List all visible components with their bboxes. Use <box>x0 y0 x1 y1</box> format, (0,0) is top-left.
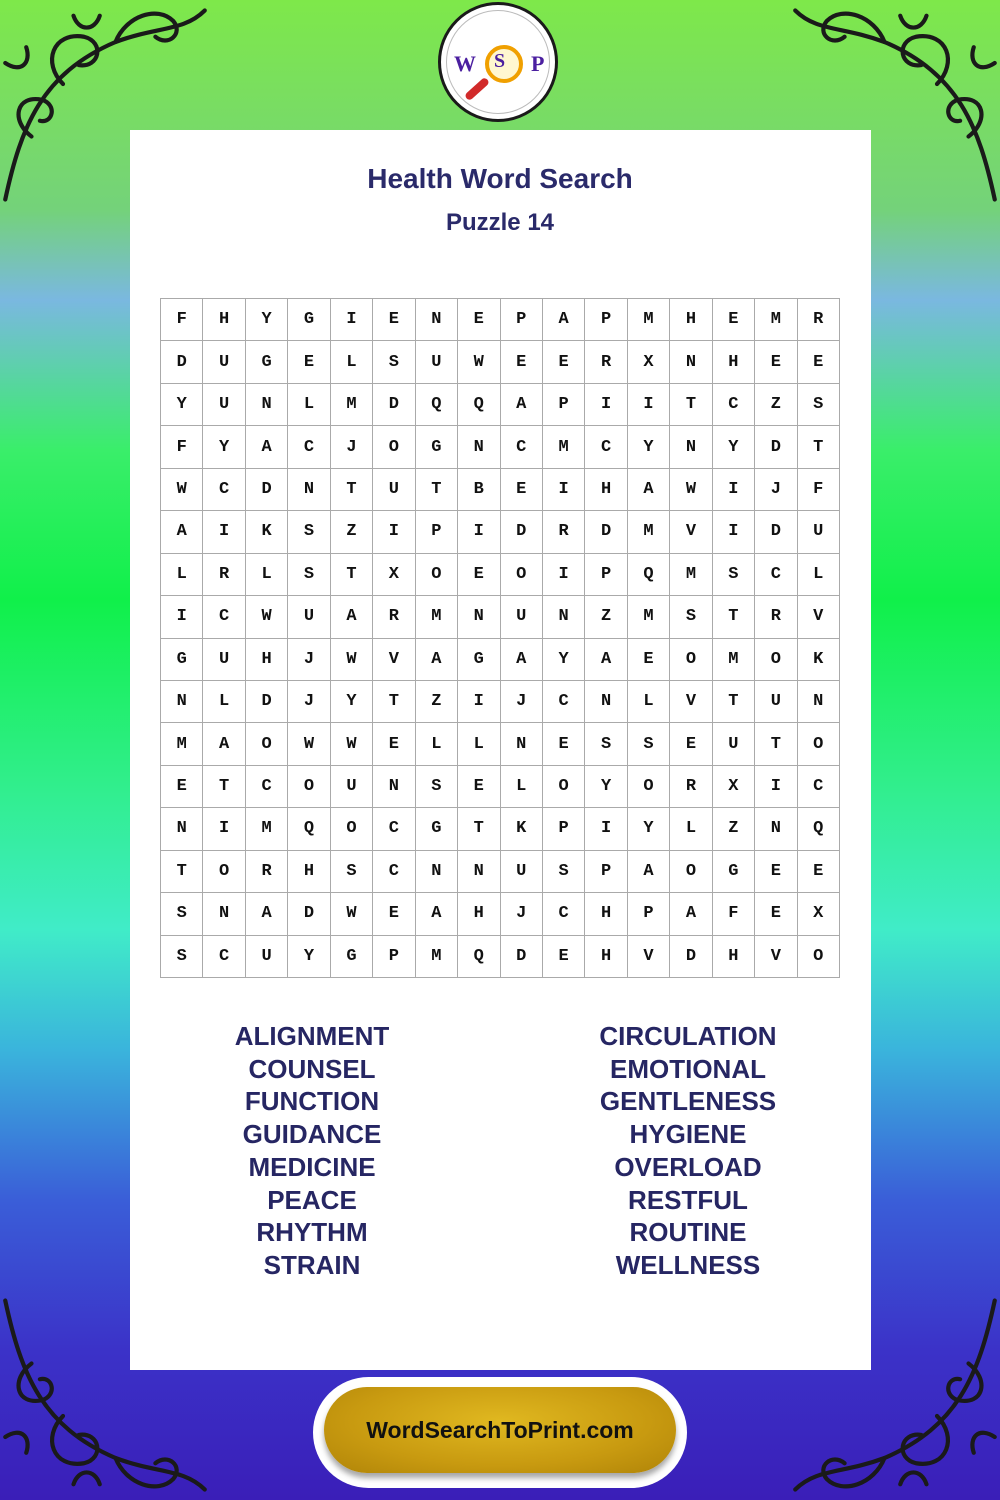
grid-cell: E <box>288 341 330 383</box>
grid-cell: V <box>670 511 712 553</box>
word-item: FUNCTION <box>244 1086 380 1117</box>
grid-cell: P <box>543 384 585 426</box>
grid-cell: J <box>501 681 543 723</box>
grid-cell: E <box>628 639 670 681</box>
grid-cell: Z <box>331 511 373 553</box>
grid-cell: R <box>246 851 288 893</box>
grid-cell: S <box>628 723 670 765</box>
grid-cell: Y <box>246 299 288 341</box>
grid-cell: U <box>246 936 288 978</box>
grid-cell: S <box>543 851 585 893</box>
grid-cell: Y <box>628 426 670 468</box>
grid-cell: T <box>416 469 458 511</box>
grid-cell: L <box>501 766 543 808</box>
grid-cell: Q <box>288 808 330 850</box>
grid-cell: S <box>288 511 330 553</box>
grid-cell: H <box>458 893 500 935</box>
grid-cell: I <box>203 808 245 850</box>
grid-cell: E <box>798 341 840 383</box>
grid-cell: N <box>288 469 330 511</box>
grid-cell: S <box>670 596 712 638</box>
grid-cell: E <box>501 341 543 383</box>
grid-cell: O <box>670 639 712 681</box>
grid-cell: G <box>161 639 203 681</box>
grid-cell: M <box>246 808 288 850</box>
grid-cell: S <box>288 554 330 596</box>
grid-cell: J <box>331 426 373 468</box>
grid-cell: I <box>161 596 203 638</box>
grid-cell: L <box>331 341 373 383</box>
grid-cell: R <box>798 299 840 341</box>
grid-cell: J <box>288 639 330 681</box>
grid-cell: L <box>458 723 500 765</box>
grid-cell: A <box>585 639 627 681</box>
grid-cell: P <box>585 851 627 893</box>
grid-cell: N <box>416 299 458 341</box>
grid-cell: V <box>798 596 840 638</box>
grid-cell: O <box>416 554 458 596</box>
grid-cell: E <box>458 766 500 808</box>
grid-cell: H <box>585 469 627 511</box>
grid-cell: C <box>203 596 245 638</box>
grid-cell: P <box>373 936 415 978</box>
grid-cell: S <box>161 893 203 935</box>
grid-cell: D <box>373 384 415 426</box>
grid-cell: H <box>713 341 755 383</box>
grid-cell: I <box>373 511 415 553</box>
grid-cell: N <box>670 341 712 383</box>
grid-cell: G <box>246 341 288 383</box>
grid-cell: L <box>161 554 203 596</box>
grid-cell: T <box>713 681 755 723</box>
grid-cell: T <box>713 596 755 638</box>
grid-cell: O <box>331 808 373 850</box>
grid-cell: M <box>416 596 458 638</box>
grid-cell: N <box>501 723 543 765</box>
site-link-button[interactable]: WordSearchToPrint.com <box>324 1387 676 1473</box>
grid-cell: A <box>543 299 585 341</box>
grid-cell: N <box>203 893 245 935</box>
grid-cell: C <box>755 554 797 596</box>
grid-cell: D <box>246 469 288 511</box>
grid-cell: H <box>585 936 627 978</box>
grid-cell: C <box>501 426 543 468</box>
grid-cell: X <box>373 554 415 596</box>
grid-cell: E <box>373 299 415 341</box>
grid-cell: K <box>501 808 543 850</box>
grid-cell: W <box>288 723 330 765</box>
grid-cell: H <box>585 893 627 935</box>
grid-cell: Z <box>713 808 755 850</box>
word-list-left <box>162 1020 462 1282</box>
word-item: ROUTINE <box>629 1217 747 1248</box>
grid-cell: H <box>246 639 288 681</box>
grid-cell: S <box>585 723 627 765</box>
grid-cell: O <box>798 723 840 765</box>
grid-cell: M <box>713 639 755 681</box>
grid-cell: A <box>628 469 670 511</box>
logo-letter-p: P <box>531 51 545 76</box>
grid-cell: I <box>585 808 627 850</box>
grid-cell: L <box>670 808 712 850</box>
site-logo[interactable] <box>438 2 558 122</box>
grid-cell: A <box>416 893 458 935</box>
grid-cell: H <box>288 851 330 893</box>
puzzle-number: Puzzle 14 <box>445 209 555 236</box>
grid-cell: W <box>458 341 500 383</box>
word-item: RHYTHM <box>256 1217 368 1248</box>
grid-cell: R <box>373 596 415 638</box>
grid-cell: Q <box>458 384 500 426</box>
grid-cell: I <box>458 681 500 723</box>
grid-cell: I <box>543 469 585 511</box>
grid-cell: E <box>543 341 585 383</box>
grid-cell: N <box>670 426 712 468</box>
grid-cell: P <box>585 554 627 596</box>
grid-cell: M <box>543 426 585 468</box>
grid-cell: L <box>203 681 245 723</box>
grid-cell: A <box>246 893 288 935</box>
grid-cell: M <box>161 723 203 765</box>
grid-cell: L <box>798 554 840 596</box>
word-item: RESTFUL <box>628 1184 748 1215</box>
grid-cell: E <box>670 723 712 765</box>
grid-cell: P <box>501 299 543 341</box>
grid-cell: T <box>331 554 373 596</box>
grid-cell: G <box>331 936 373 978</box>
grid-cell: K <box>798 639 840 681</box>
grid-cell: I <box>713 511 755 553</box>
grid-cell: E <box>755 341 797 383</box>
grid-cell: H <box>203 299 245 341</box>
grid-cell: J <box>501 893 543 935</box>
grid-cell: F <box>798 469 840 511</box>
grid-cell: R <box>585 341 627 383</box>
word-item: PEACE <box>267 1184 357 1215</box>
grid-cell: E <box>161 766 203 808</box>
grid-cell: J <box>288 681 330 723</box>
grid-cell: Z <box>585 596 627 638</box>
grid-cell: U <box>798 511 840 553</box>
grid-cell: N <box>543 596 585 638</box>
logo-letter-s: S <box>494 50 506 72</box>
grid-cell: N <box>246 384 288 426</box>
grid-cell: X <box>798 893 840 935</box>
grid-cell: C <box>203 469 245 511</box>
grid-cell: R <box>670 766 712 808</box>
grid-cell: R <box>755 596 797 638</box>
grid-cell: A <box>416 639 458 681</box>
grid-cell: D <box>501 936 543 978</box>
grid-cell: C <box>373 851 415 893</box>
grid-cell: T <box>161 851 203 893</box>
grid-cell: Y <box>331 681 373 723</box>
grid-cell: V <box>628 936 670 978</box>
grid-cell: E <box>798 851 840 893</box>
grid-cell: W <box>331 723 373 765</box>
grid-cell: Z <box>755 384 797 426</box>
word-item: GUIDANCE <box>242 1119 382 1150</box>
grid-cell: S <box>373 341 415 383</box>
grid-cell: S <box>798 384 840 426</box>
page-title: Health Word Search <box>367 163 633 194</box>
grid-cell: U <box>755 681 797 723</box>
grid-cell: X <box>713 766 755 808</box>
grid-cell: T <box>373 681 415 723</box>
grid-cell: Q <box>798 808 840 850</box>
grid-cell: O <box>543 766 585 808</box>
grid-cell: N <box>373 766 415 808</box>
grid-cell: D <box>501 511 543 553</box>
grid-cell: Y <box>713 426 755 468</box>
grid-cell: E <box>458 554 500 596</box>
grid-cell: O <box>755 639 797 681</box>
grid-cell: O <box>501 554 543 596</box>
word-item: OVERLOAD <box>614 1151 762 1182</box>
grid-cell: E <box>458 299 500 341</box>
grid-cell: N <box>458 596 500 638</box>
grid-cell: Y <box>203 426 245 468</box>
grid-cell: M <box>628 299 670 341</box>
grid-cell: I <box>755 766 797 808</box>
grid-cell: C <box>543 681 585 723</box>
grid-cell: O <box>373 426 415 468</box>
grid-cell: C <box>713 384 755 426</box>
grid-cell: D <box>161 341 203 383</box>
grid-cell: I <box>331 299 373 341</box>
word-item: WELLNESS <box>615 1249 761 1280</box>
grid-cell: D <box>755 511 797 553</box>
grid-cell: L <box>288 384 330 426</box>
grid-cell: Y <box>288 936 330 978</box>
grid-cell: L <box>246 554 288 596</box>
word-item: STRAIN <box>263 1249 361 1280</box>
grid-cell: D <box>670 936 712 978</box>
word-item: COUNSEL <box>248 1053 376 1084</box>
grid-cell: V <box>755 936 797 978</box>
grid-cell: A <box>501 639 543 681</box>
grid-cell: G <box>713 851 755 893</box>
grid-cell: U <box>203 639 245 681</box>
grid-cell: N <box>161 808 203 850</box>
grid-cell: N <box>458 426 500 468</box>
grid-cell: C <box>203 936 245 978</box>
grid-cell: N <box>585 681 627 723</box>
grid-cell: I <box>543 554 585 596</box>
grid-cell: T <box>331 469 373 511</box>
grid-cell: I <box>458 511 500 553</box>
grid-cell: Z <box>416 681 458 723</box>
grid-cell: G <box>416 426 458 468</box>
grid-cell: G <box>416 808 458 850</box>
grid-cell: C <box>288 426 330 468</box>
grid-cell: D <box>246 681 288 723</box>
grid-cell: C <box>585 426 627 468</box>
grid-cell: A <box>246 426 288 468</box>
grid-cell: R <box>203 554 245 596</box>
word-item: GENTLENESS <box>599 1086 777 1117</box>
grid-cell: H <box>670 299 712 341</box>
grid-cell: I <box>585 384 627 426</box>
grid-cell: E <box>373 723 415 765</box>
grid-cell: E <box>501 469 543 511</box>
grid-cell: A <box>628 851 670 893</box>
grid-cell: G <box>458 639 500 681</box>
grid-cell: F <box>161 426 203 468</box>
grid-cell: X <box>628 341 670 383</box>
grid-cell: W <box>331 639 373 681</box>
grid-cell: F <box>161 299 203 341</box>
grid-cell: Y <box>585 766 627 808</box>
grid-cell: L <box>628 681 670 723</box>
word-item: HYGIENE <box>629 1119 747 1150</box>
grid-cell: A <box>331 596 373 638</box>
letter-grid <box>160 298 840 978</box>
grid-cell: S <box>416 766 458 808</box>
grid-cell: R <box>543 511 585 553</box>
grid-cell: C <box>373 808 415 850</box>
grid-cell: F <box>713 893 755 935</box>
grid-cell: T <box>203 766 245 808</box>
grid-cell: L <box>416 723 458 765</box>
grid-cell: M <box>670 554 712 596</box>
grid-cell: B <box>458 469 500 511</box>
grid-cell: M <box>416 936 458 978</box>
grid-cell: A <box>161 511 203 553</box>
grid-cell: E <box>755 893 797 935</box>
grid-cell: P <box>585 299 627 341</box>
grid-cell: U <box>331 766 373 808</box>
grid-cell: O <box>670 851 712 893</box>
grid-cell: W <box>246 596 288 638</box>
grid-cell: Q <box>416 384 458 426</box>
grid-cell: V <box>373 639 415 681</box>
grid-cell: T <box>755 723 797 765</box>
grid-cell: E <box>755 851 797 893</box>
grid-cell: M <box>628 596 670 638</box>
word-item: MEDICINE <box>248 1151 376 1182</box>
grid-cell: I <box>628 384 670 426</box>
grid-cell: S <box>713 554 755 596</box>
grid-cell: U <box>373 469 415 511</box>
grid-cell: O <box>203 851 245 893</box>
grid-cell: U <box>203 384 245 426</box>
grid-cell: U <box>501 851 543 893</box>
grid-cell: Y <box>628 808 670 850</box>
grid-cell: E <box>543 936 585 978</box>
grid-cell: C <box>246 766 288 808</box>
grid-cell: O <box>628 766 670 808</box>
grid-cell: U <box>416 341 458 383</box>
footer-badge <box>313 1377 687 1488</box>
grid-cell: N <box>755 808 797 850</box>
grid-cell: J <box>755 469 797 511</box>
grid-cell: W <box>670 469 712 511</box>
grid-cell: T <box>458 808 500 850</box>
grid-cell: N <box>458 851 500 893</box>
grid-cell: I <box>713 469 755 511</box>
grid-cell: G <box>288 299 330 341</box>
grid-cell: D <box>585 511 627 553</box>
grid-cell: N <box>798 681 840 723</box>
grid-cell: M <box>331 384 373 426</box>
grid-cell: D <box>755 426 797 468</box>
grid-cell: Q <box>628 554 670 596</box>
grid-cell: U <box>203 341 245 383</box>
grid-cell: W <box>161 469 203 511</box>
grid-cell: T <box>670 384 712 426</box>
grid-cell: E <box>373 893 415 935</box>
grid-cell: I <box>203 511 245 553</box>
grid-cell: M <box>755 299 797 341</box>
grid-cell: U <box>501 596 543 638</box>
grid-cell: Y <box>161 384 203 426</box>
grid-cell: W <box>331 893 373 935</box>
grid-cell: O <box>798 936 840 978</box>
grid-cell: A <box>670 893 712 935</box>
grid-cell: N <box>416 851 458 893</box>
word-list-right <box>538 1020 838 1282</box>
grid-cell: Q <box>458 936 500 978</box>
grid-cell: P <box>416 511 458 553</box>
grid-cell: H <box>713 936 755 978</box>
grid-cell: D <box>288 893 330 935</box>
word-item: EMOTIONAL <box>610 1053 766 1084</box>
grid-cell: M <box>628 511 670 553</box>
grid-cell: K <box>246 511 288 553</box>
grid-cell: T <box>798 426 840 468</box>
grid-cell: N <box>161 681 203 723</box>
grid-cell: O <box>246 723 288 765</box>
grid-cell: U <box>713 723 755 765</box>
grid-cell: A <box>203 723 245 765</box>
grid-cell: P <box>543 808 585 850</box>
word-item: ALIGNMENT <box>234 1021 390 1051</box>
grid-cell: C <box>798 766 840 808</box>
grid-cell: E <box>713 299 755 341</box>
grid-cell: A <box>501 384 543 426</box>
grid-cell: U <box>288 596 330 638</box>
grid-cell: E <box>543 723 585 765</box>
grid-cell: P <box>628 893 670 935</box>
grid-cell: V <box>670 681 712 723</box>
grid-cell: O <box>288 766 330 808</box>
word-item: CIRCULATION <box>599 1021 777 1051</box>
grid-cell: S <box>161 936 203 978</box>
grid-cell: Y <box>543 639 585 681</box>
logo-letter-w: W <box>454 51 476 76</box>
grid-cell: S <box>331 851 373 893</box>
grid-cell: C <box>543 893 585 935</box>
